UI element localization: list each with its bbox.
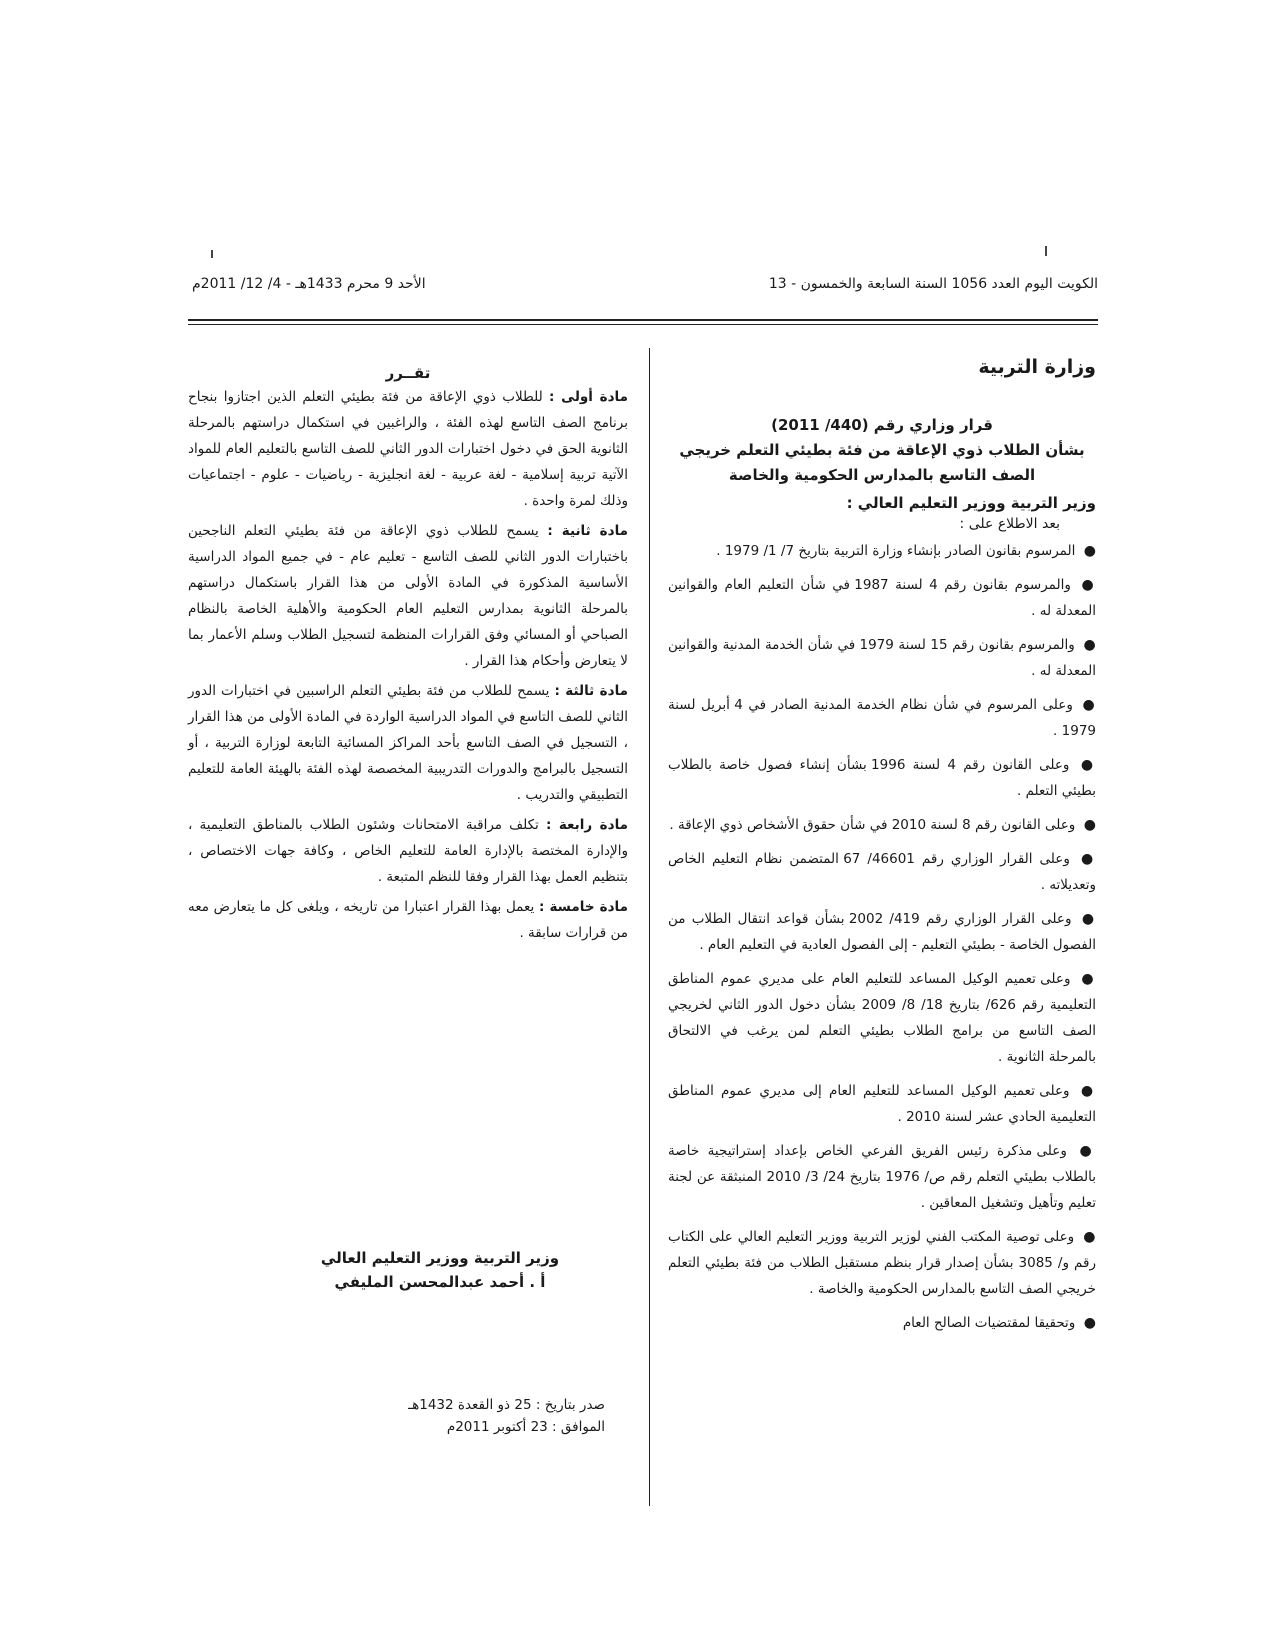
bullet-icon: ● [1074, 971, 1096, 987]
article-text: يسمح للطلاب من فئة بطيئي التعلم الراسبين في اختبارات الدور الثاني للصف التاسع في المواد الدراسية الواردة في المادة الأولى من هذا القرار ، التسجيل في الصف التاسع بأحد المراكز المسائية التابعة لوزارة التربية ، أو التسجيل بالبرامج والدورات التدريبية المخصصة لهذه الفئة بالهيئة العامة للتعليم التطبيقي والتدريب . [188, 683, 628, 803]
clause-text: وعلى المرسوم في شأن نظام الخدمة المدنية الصادر في 4 أبريل لسنة 1979 . [668, 697, 1096, 739]
preamble-clause [668, 1224, 1096, 1302]
issue-date-hijri: صدر بتاريخ : 25 ذو القعدة 1432هـ [408, 1397, 605, 1413]
signatory-name: أ . أحمد عبدالمحسن المليفي [334, 1273, 546, 1291]
bullet-icon: ● [1079, 1315, 1096, 1331]
article [188, 384, 628, 514]
signature-block [305, 1246, 575, 1294]
preamble-clause [668, 966, 1096, 1070]
after-review-line: بعد الاطلاع على : [959, 516, 1060, 532]
preamble-clause [668, 1310, 1096, 1336]
article [188, 894, 628, 946]
bullet-icon: ● [1073, 757, 1096, 773]
article [188, 678, 628, 808]
preamble-clause [668, 846, 1096, 898]
bullet-icon: ● [1076, 697, 1096, 713]
decision-column [668, 356, 1096, 1344]
preamble-clause [668, 1078, 1096, 1130]
preamble-clause [668, 812, 1096, 838]
header-rule [188, 319, 1098, 321]
decision-articles [188, 384, 628, 946]
preamble-clause [668, 572, 1096, 624]
scan-mark [211, 250, 213, 258]
clause-text: وعلى القانون رقم 4 لسنة 1996 بشأن إنشاء فصول خاصة بالطلاب بطيئي التعلم . [668, 757, 1096, 799]
clause-text: وعلى مذكرة رئيس الفريق الفرعي الخاص بإعداد إستراتيجية خاصة بالطلاب بطيئي التعلم رقم ص/ 1976 بتاريخ 24/ 3/ 2010 المنبثقة عن لجنة تعليم وتأهيل وتشغيل المعاقين . [668, 1143, 1096, 1211]
bullet-icon: ● [1074, 577, 1096, 593]
preamble-clause [668, 1138, 1096, 1216]
clause-text: المرسوم بقانون الصادر بإنشاء وزارة التربية بتاريخ 7/ 1/ 1979 . [716, 543, 1076, 559]
bullet-icon: ● [1079, 543, 1096, 559]
decision-title: بشأن الطلاب ذوي الإعاقة من فئة بطيئي التعلم خريجي الصف التاسع بالمدارس الحكومية والخاصة [679, 441, 1085, 484]
report-title: تقــرر [385, 364, 431, 382]
clause-text: والمرسوم بقانون رقم 4 لسنة 1987 في شأن التعليم العام والقوانين المعدلة له . [668, 577, 1096, 619]
ministry-title: وزارة التربية [978, 356, 1096, 378]
bullet-icon: ● [1073, 851, 1096, 867]
article-label: مادة أولى : [549, 389, 628, 405]
article-label: مادة رابعة : [545, 817, 628, 833]
clause-text: وعلى توصية المكتب الفني لوزير التربية ووزير التعليم العالي على الكتاب رقم و/ 3085 بشأن إصدار قرار بنظم مستقبل الطلاب من فئة بطيئي التعلم خريجي الصف التاسع بالمدارس الحكومية والخاصة . [668, 1229, 1096, 1297]
minister-line: وزير التربية ووزير التعليم العالي : [846, 494, 1096, 512]
bullet-icon: ● [1075, 911, 1096, 927]
preamble-clause [668, 538, 1096, 564]
clause-text: وعلى تعميم الوكيل المساعد للتعليم العام على مديري عموم المناطق التعليمية رقم 626/ بتاريخ 18/ 8/ 2009 بشأن دخول الدور الثاني لخريجي الصف التاسع من برامج الطلاب بطيئي التعلم لمن يرغب في الالتحاق بالمرحلة الثانوية . [668, 971, 1096, 1065]
column-divider [649, 348, 650, 1506]
clause-text: وعلى تعميم الوكيل المساعد للتعليم العام إلى مديري عموم المناطق التعليمية الحادي عشر لسنة 2010 . [668, 1083, 1096, 1125]
clause-text: وتحقيقا لمقتضيات الصالح العام [902, 1315, 1076, 1331]
preamble-clause [668, 752, 1096, 804]
issue-date-gregorian: الموافق : 23 أكتوبر 2011م [446, 1419, 605, 1435]
articles-column [188, 364, 628, 950]
article-text: يعمل بهذا القرار اعتبارا من تاريخه ، ويلغى كل ما يتعارض معه من قرارات سابقة . [188, 899, 628, 941]
preamble-clause [668, 632, 1096, 684]
article-label: مادة ثالثة : [554, 683, 628, 699]
scan-mark [1045, 246, 1047, 256]
bullet-icon: ● [1073, 1083, 1097, 1099]
signatory-title: وزير التربية ووزير التعليم العالي [320, 1249, 560, 1267]
bullet-icon: ● [1079, 817, 1096, 833]
clause-text: وعلى القرار الوزاري رقم 46601/ 67 المتضمن نظام التعليم الخاص وتعديلاته . [668, 851, 1096, 893]
header-issue-info: الكويت اليوم العدد 1056 السنة السابعة والخمسون - 13 [768, 276, 1098, 292]
decision-number: قرار وزاري رقم (440/ 2011) [771, 416, 993, 434]
article-text: تكلف مراقبة الامتحانات وشئون الطلاب بالمناطق التعليمية ، والإدارة المختصة بالإدارة العامة للتعليم الخاص ، وكافة جهات الاختصاص ، بتنظيم العمل بهذا القرار وفقا للنظم المتبعة . [188, 817, 628, 885]
bullet-icon: ● [1078, 637, 1096, 653]
clause-text: وعلى القرار الوزاري رقم 419/ 2002 بشأن قواعد انتقال الطلاب من الفصول الخاصة - بطيئي التعليم - إلى الفصول العادية في التعليم العام . [668, 911, 1096, 953]
article-text: للطلاب ذوي الإعاقة من فئة بطيئي التعلم الذين اجتازوا بنجاح برنامج الصف التاسع لهذه الفئة ، والراغبين في استكمال دراستهم بالمرحلة الثانوية الحق في دخول اختبارات الدور الثاني للصف التاسع بالتعليم العام للمواد الآتية تربية إسلامية - لغة عربية - لغة انجليزية - رياضيات - علوم - اجتماعيات وذلك لمرة واحدة . [188, 389, 628, 509]
issue-date-block [360, 1394, 605, 1438]
article [188, 518, 628, 674]
preamble-clause [668, 906, 1096, 958]
clause-text: والمرسوم بقانون رقم 15 لسنة 1979 في شأن الخدمة المدنية والقوانين المعدلة له . [668, 637, 1096, 679]
preamble-clause [668, 692, 1096, 744]
article-label: مادة خامسة : [538, 899, 628, 915]
clause-text: وعلى القانون رقم 8 لسنة 2010 في شأن حقوق الأشخاص ذوي الإعاقة . [669, 817, 1076, 833]
header-date: الأحد 9 محرم 1433هـ - 4/ 12/ 2011م [192, 276, 426, 292]
bullet-icon: ● [1070, 1143, 1096, 1159]
preamble-clauses [668, 538, 1096, 1336]
header-rule-thin [188, 324, 1098, 325]
article [188, 812, 628, 890]
article-label: مادة ثانية : [547, 523, 628, 539]
bullet-icon: ● [1078, 1229, 1096, 1245]
article-text: يسمح للطلاب ذوي الإعاقة من فئة بطيئي التعلم الناجحين باختبارات الدور الثاني للصف التاسع - تعليم عام - في جميع المواد الدراسية الأساسية المذكورة في المادة الأولى من هذا القرار باستكمال دراستهم بالمرحلة الثانوية بمدارس التعليم العام الحكومية والأهلية الخاصة بالنظام الصباحي أو المسائي وفق القرارات المنظمة لتسجيل الطلاب وسلم الأعمار بما لا يتعارض وأحكام هذا القرار . [188, 523, 628, 669]
